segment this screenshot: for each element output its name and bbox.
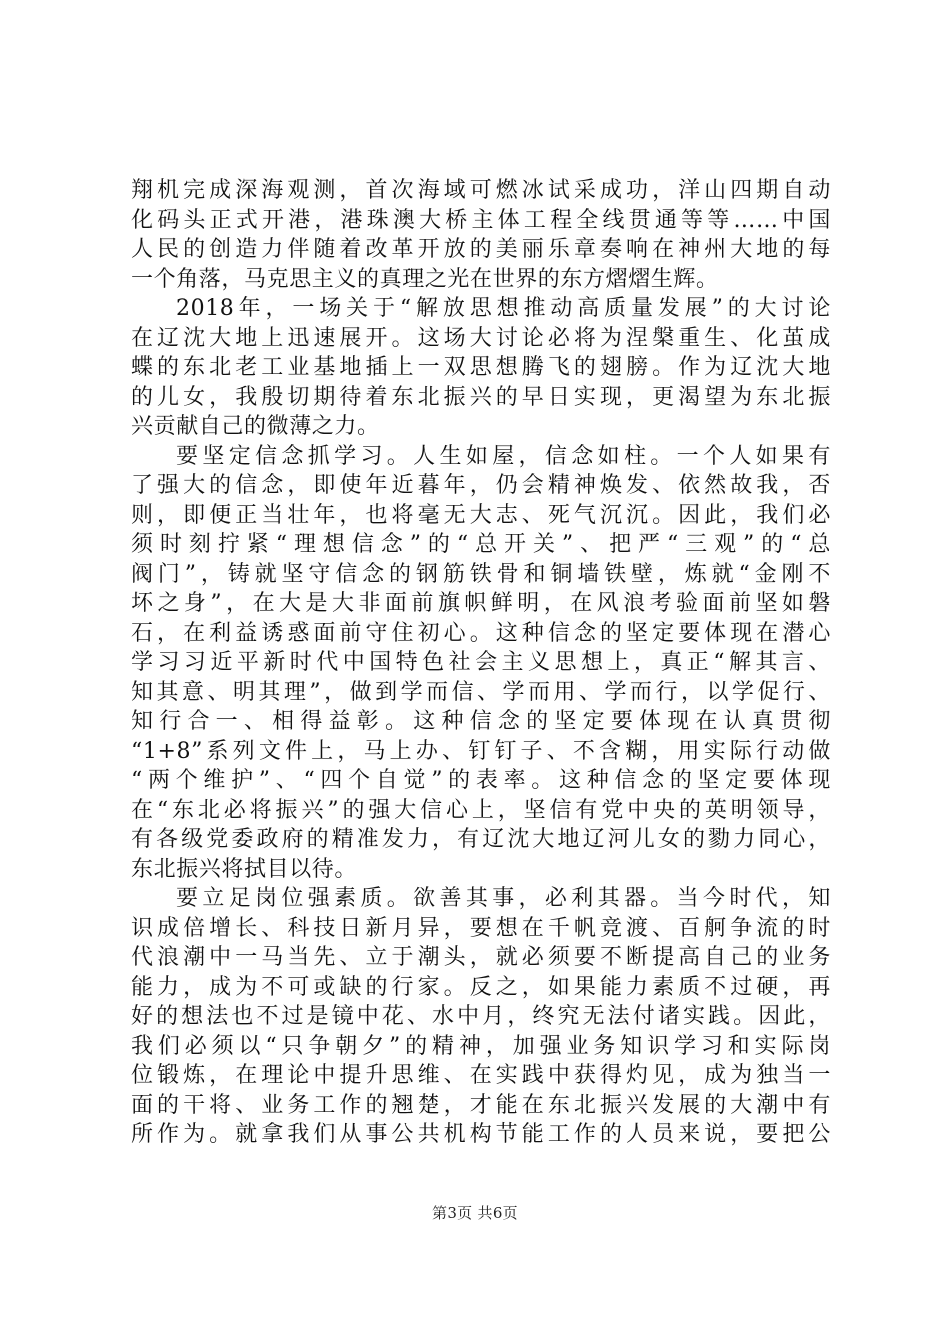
body-text: [131, 176, 831, 1150]
text-line: 所作为。就拿我们从事公共机构节能工作的人员来说，要把公: [131, 1122, 831, 1147]
text-line: 面的干将、业务工作的翘楚，才能在东北振兴发展的大潮中有: [131, 1092, 831, 1118]
text-line: 要立足岗位强素质。欲善其事，必利其器。当今时代，知: [176, 886, 831, 911]
paragraph-4: [131, 884, 831, 1150]
text-line: 代浪潮中一马当先、立于潮头，就必须要不断提高自己的业务: [131, 945, 831, 970]
text-line: 识成倍增长、科技日新月异，要想在千帆竞渡、百舸争流的时: [131, 915, 831, 941]
text-line: 在“东北必将振兴”的强大信心上，坚信有党中央的英明领导，: [131, 797, 831, 823]
text-line: 的儿女，我殷切期待着东北振兴的早日实现，更渴望为东北振: [131, 384, 831, 410]
text-line: 我们必须以“只争朝夕”的精神，加强业务知识学习和实际岗: [131, 1033, 831, 1059]
paragraph-3: [131, 442, 831, 885]
text-line: 须时刻拧紧“理想信念”的“总开关”、把严“三观”的“总: [131, 532, 831, 557]
text-line: 东北振兴将拭目以待。: [131, 856, 358, 882]
text-line: 坏之身”，在大是大非面前旗帜鲜明，在风浪考验面前坚如磐: [131, 591, 831, 616]
text-line: “1+8”系列文件上，马上办、钉钉子、不含糊，用实际行动做: [131, 738, 831, 764]
text-line: 一个角落，马克思主义的真理之光在世界的东方熠熠生辉。: [131, 266, 719, 292]
text-line: 翔机完成深海观测，首次海域可燃冰试采成功，洋山四期自动: [131, 178, 831, 203]
text-line: 学习习近平新时代中国特色社会主义思想上，真正“解其言、: [131, 650, 831, 675]
text-line: 知其意、明其理”，做到学而信、学而用、学而行，以学促行、: [131, 679, 831, 705]
text-line: 位锻炼，在理论中提升思维、在实践中获得灼见，成为独当一: [131, 1063, 831, 1088]
text-line: 2018年，一场关于“解放思想推动高质量发展”的大讨论: [176, 296, 831, 321]
text-line: 兴贡献自己的微薄之力。: [131, 414, 380, 439]
paragraph-2: [131, 294, 831, 442]
text-line: 在辽沈大地上迅速展开。这场大讨论必将为涅槃重生、化茧成: [131, 325, 831, 351]
text-line: 了强大的信念，即使年近暮年，仍会精神焕发、依然故我，否: [131, 473, 831, 498]
text-line: 能力，成为不可或缺的行家。反之，如果能力素质不过硬，再: [131, 974, 831, 1000]
text-line: 人民的创造力伴随着改革开放的美丽乐章奏响在神州大地的每: [131, 237, 831, 262]
page-number: 第3页 共6页: [432, 1204, 518, 1222]
text-line: 知行合一、相得益彰。这种信念的坚定要体现在认真贯彻: [131, 709, 831, 734]
text-line: 有各级党委政府的精准发力，有辽沈大地辽河儿女的勠力同心，: [131, 827, 831, 852]
text-line: 则，即便正当壮年，也将毫无大志、死气沉沉。因此，我们必: [131, 502, 831, 528]
text-line: “两个维护”、“四个自觉”的表率。这种信念的坚定要体现: [131, 768, 831, 793]
text-line: 化码头正式开港，港珠澳大桥主体工程全线贯通等等……中国: [131, 207, 831, 233]
text-line: 要坚定信念抓学习。人生如屋，信念如柱。一个人如果有: [176, 443, 831, 469]
text-line: 石，在利益诱惑面前守住初心。这种信念的坚定要体现在潜心: [131, 620, 831, 646]
text-line: 好的想法也不过是镜中花、水中月，终究无法付诸实践。因此，: [131, 1004, 831, 1029]
paragraph-1: [131, 176, 831, 294]
text-line: 阀门”，铸就坚守信念的钢筋铁骨和铜墙铁壁，炼就“金刚不: [131, 561, 831, 587]
text-line: 蝶的东北老工业基地插上一双思想腾飞的翅膀。作为辽沈大地: [131, 355, 831, 380]
